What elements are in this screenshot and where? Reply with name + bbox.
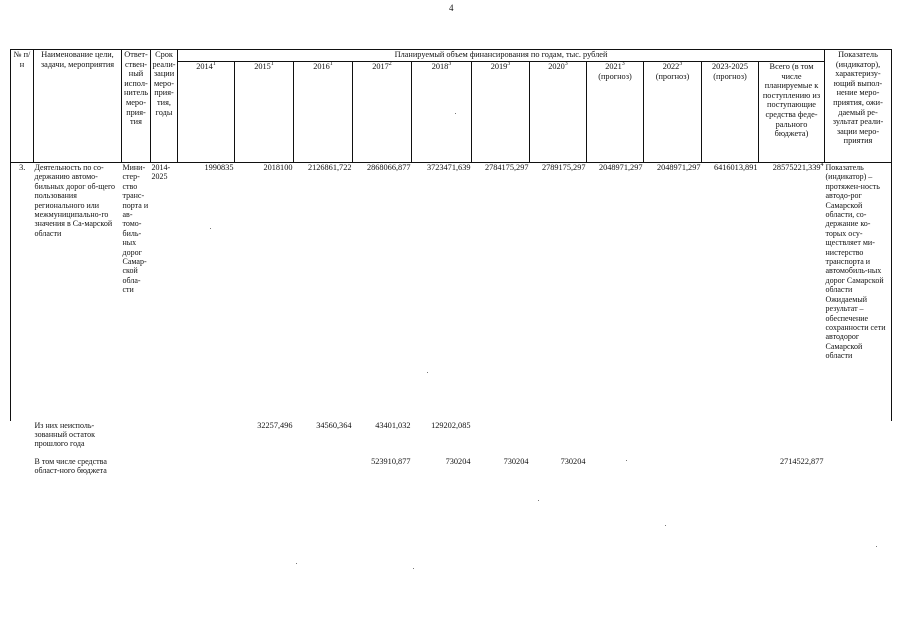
row-year-value xyxy=(294,457,353,497)
row-name: Из них неисполь-зованный остаток прошлого года xyxy=(34,420,96,449)
row-year-value: 2868066,877 xyxy=(353,163,412,421)
year-label: 2015 xyxy=(254,62,271,71)
year-footnote-mark: 3 xyxy=(621,61,625,68)
year-note: (прогноз) xyxy=(713,71,747,81)
row-term: 2014-2025 xyxy=(151,163,178,421)
row-year-value xyxy=(472,421,530,457)
year-label: 2018 xyxy=(431,62,449,71)
header-year xyxy=(294,62,353,163)
year-footnote-mark: 3 xyxy=(564,61,568,68)
header-year xyxy=(702,62,759,163)
scan-speck xyxy=(538,500,539,501)
year-label: 2023-2025 xyxy=(712,62,748,71)
row-responsible xyxy=(122,421,151,457)
row-total-value: 28575221,339 xyxy=(772,163,821,172)
year-label: 2014 xyxy=(196,62,213,71)
year-footnote-mark: 3 xyxy=(507,61,511,68)
row-year-value: 730204 xyxy=(503,456,529,466)
row-year-value: 730204 xyxy=(445,456,471,466)
row-year-value: 43401,032 xyxy=(375,420,411,430)
row-number xyxy=(11,457,34,497)
row-total xyxy=(759,421,825,457)
page-number: 4 xyxy=(449,3,454,13)
row-year-value xyxy=(644,421,702,457)
scan-speck xyxy=(296,563,297,564)
row-year-value xyxy=(178,421,235,457)
table-row xyxy=(11,457,892,497)
row-year-value xyxy=(178,457,235,497)
header-year xyxy=(235,62,294,163)
row-year-value: 2789175,297 xyxy=(530,163,587,421)
row-year-value xyxy=(587,457,644,497)
row-total-value: 2714522,877 xyxy=(779,456,824,466)
row-indicator xyxy=(825,457,892,497)
funding-table xyxy=(10,49,892,497)
year-label: 2022 xyxy=(662,62,680,71)
row-year-value: 2048971,297 xyxy=(587,163,644,421)
row-year-value: 1990835 xyxy=(178,163,235,421)
row-year-value: 6416013,891 xyxy=(702,163,759,421)
scan-speck xyxy=(455,113,456,114)
table-row xyxy=(11,421,892,457)
row-name: Деятельность по со-держанию автомо-бильных дорог об-щего пользования регионального или межмуниципально-го значения в Са-марской области xyxy=(34,163,122,421)
row-total xyxy=(759,457,825,497)
header-responsible: Ответ-ствен-ный испол-нитель меро-прия-тия xyxy=(122,50,151,163)
header-year xyxy=(587,62,644,163)
scan-speck xyxy=(210,228,211,229)
row-year-value: 129202,085 xyxy=(431,420,471,430)
row-year-value xyxy=(644,457,702,497)
header-year xyxy=(412,62,472,163)
year-label: 2020 xyxy=(548,62,565,71)
row-year-value xyxy=(587,421,644,457)
header-total: Всего (в том числе планируемые к поступлению из поступающие средства феде-рального бюджета) xyxy=(759,62,825,163)
row-year-value: 2784175,297 xyxy=(472,163,530,421)
row-number xyxy=(11,421,34,457)
scan-speck xyxy=(665,525,666,526)
row-year-value: 2126861,722 xyxy=(294,163,353,421)
header-indicator: Показатель (индикатор), характеризу-ющий выпол-нение меро-приятия, ожи-даемый ре-зультат реали-зации меро-приятия xyxy=(825,50,892,163)
row-year-value: 32257,496 xyxy=(257,420,293,430)
header-num: № п/н xyxy=(11,50,34,163)
row-indicator xyxy=(825,421,892,457)
scan-speck xyxy=(427,372,428,373)
table-row xyxy=(11,163,892,421)
year-label: 2016 xyxy=(313,62,330,71)
header-year xyxy=(353,62,412,163)
year-footnote-mark: 2 xyxy=(388,61,392,68)
header-funding: Планируемый объем финансирования по годам, тыс. рублей xyxy=(178,50,825,62)
year-label: 2021 xyxy=(605,62,622,71)
row-year-value: 730204 xyxy=(560,456,586,466)
scan-speck xyxy=(626,460,627,461)
row-responsible: Мини-стер-ство транс-порта и ав-томо-биль-ных дорог Самар-ской обла-сти xyxy=(122,163,151,421)
row-total-footnote-mark: 4 xyxy=(820,162,824,169)
row-year-value: 2048971,297 xyxy=(644,163,702,421)
row-term xyxy=(151,457,178,497)
year-label: 2017 xyxy=(372,62,389,71)
row-year-value: 2018100 xyxy=(235,163,294,421)
year-footnote-mark: 1 xyxy=(212,61,216,68)
year-label: 2019 xyxy=(490,62,508,71)
year-footnote-mark: 3 xyxy=(448,61,452,68)
row-total xyxy=(759,163,825,421)
header-name: Наименование цели, задачи, мероприятия xyxy=(34,50,122,163)
header-term: Срок реали-зации меро-прия-тия, годы xyxy=(151,50,178,163)
row-year-value xyxy=(702,457,759,497)
row-name: В том числе средства област-ного бюджета xyxy=(34,456,107,475)
row-year-value: 3723471,639 xyxy=(412,163,472,421)
row-year-value: 34560,364 xyxy=(316,420,352,430)
scan-speck xyxy=(876,546,877,547)
header-year xyxy=(530,62,587,163)
year-footnote-mark: 1 xyxy=(329,61,333,68)
header-year xyxy=(178,62,235,163)
row-year-value xyxy=(702,421,759,457)
year-footnote-mark: 1 xyxy=(270,61,274,68)
header-year xyxy=(472,62,530,163)
row-indicator: Показатель (индикатор) – протяжен-ность автодо-рог Самарской области, со-держание ко-торых осу-ществляет ми-нистерство транспорта и автомобиль-ных дорог Самарской области Ожидаемый результат – обеспечение сохранности сети автодорог Самарской области xyxy=(825,163,892,421)
row-year-value xyxy=(530,421,587,457)
row-responsible xyxy=(122,457,151,497)
row-term xyxy=(151,421,178,457)
header-year xyxy=(644,62,702,163)
row-year-value: 523910,877 xyxy=(371,456,411,466)
row-year-value xyxy=(235,457,294,497)
row-number: 3. xyxy=(11,163,34,421)
year-footnote-mark: 3 xyxy=(679,61,683,68)
year-note: (прогноз) xyxy=(598,71,632,81)
year-note: (прогноз) xyxy=(655,71,690,81)
scan-speck xyxy=(413,568,414,569)
